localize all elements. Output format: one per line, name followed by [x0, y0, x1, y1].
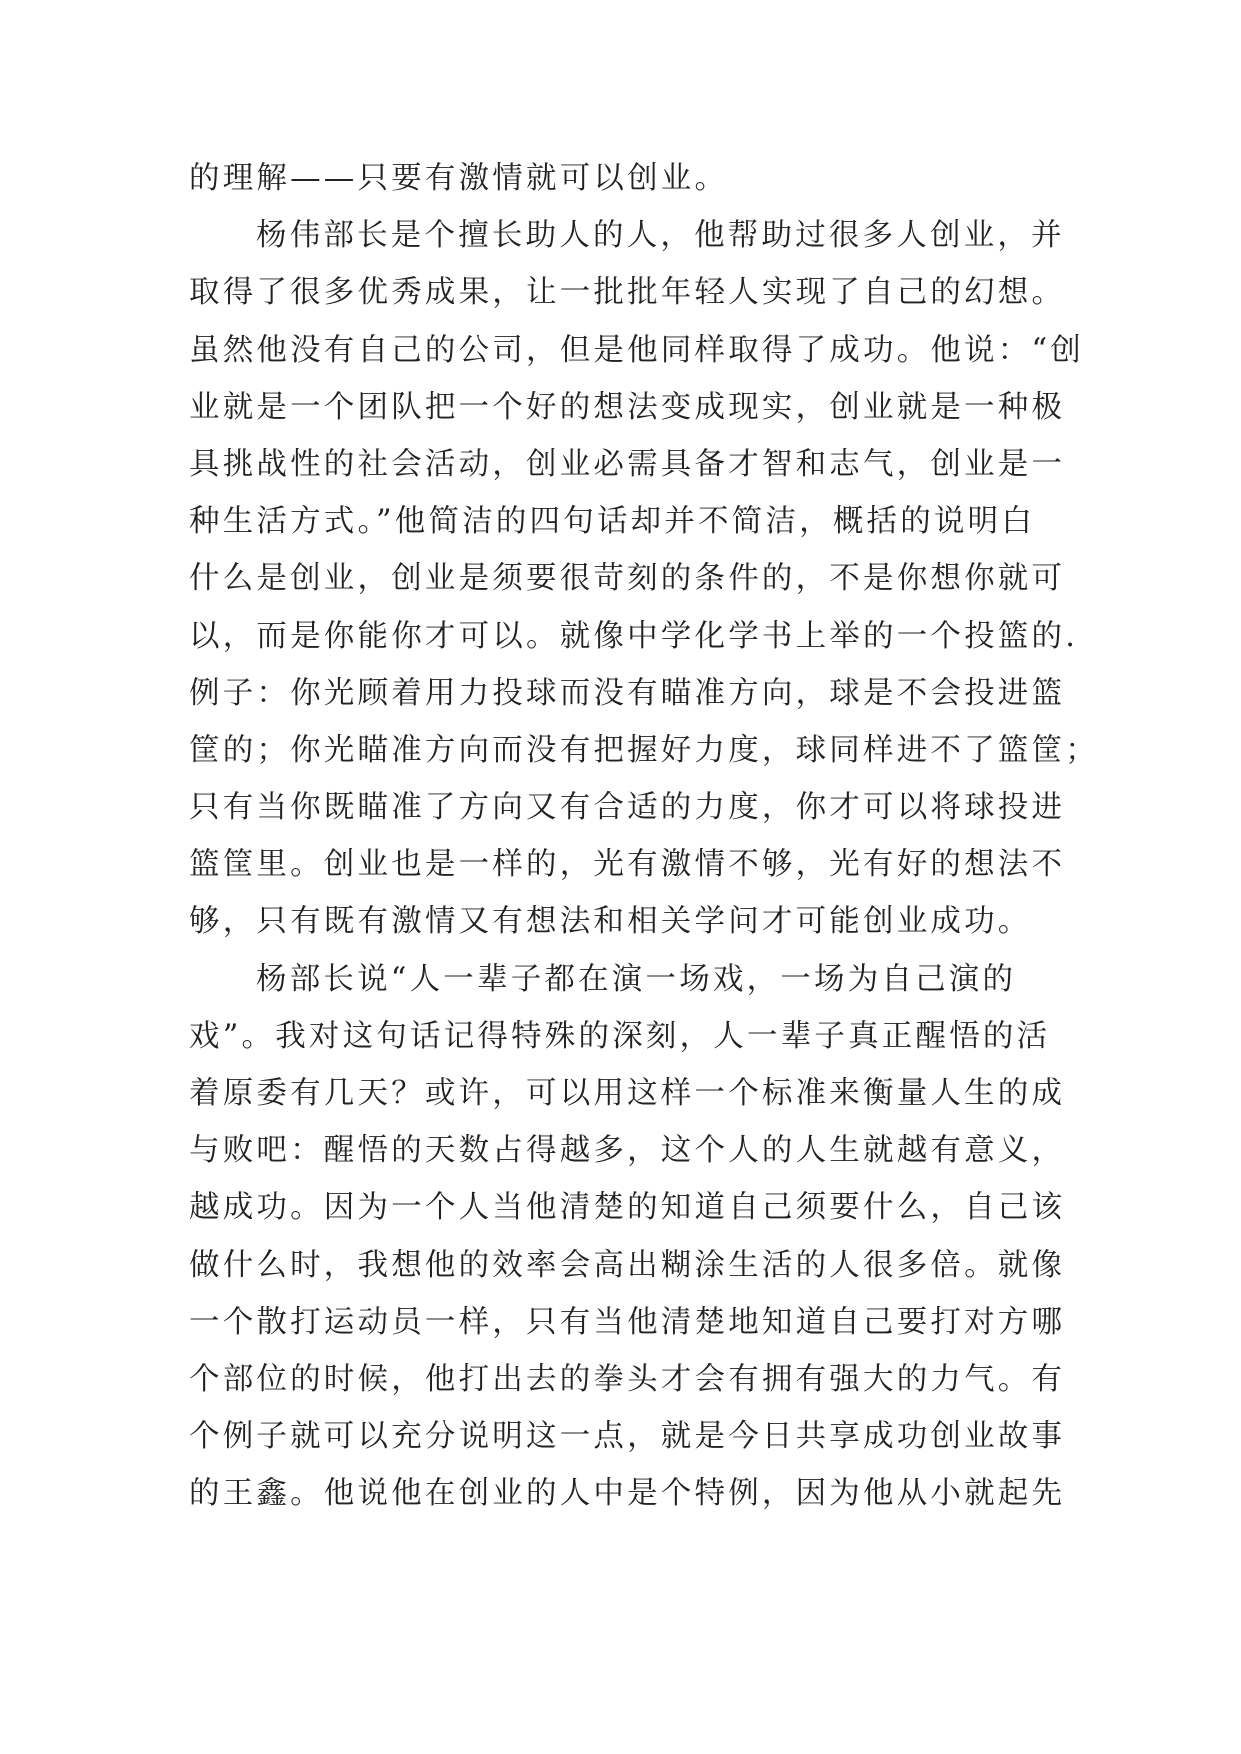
text-line: 以，而是你能你才可以。就像中学化学书上举的一个投篮的.	[189, 618, 1079, 654]
text-line: 够，只有既有激情又有想法和相关学问才可能创业成功。	[189, 904, 1032, 940]
text-line: 个例子就可以充分说明这一点，就是今日共享成功创业故事	[189, 1419, 1066, 1455]
text-line: 筐的；你光瞄准方向而没有把握好力度，球同样进不了篮筐；	[189, 732, 1099, 768]
text-line: 种生活方式。”他简洁的四句话却并不简洁，概括的说明白	[189, 504, 1036, 540]
text-line: 什么是创业，创业是须要很苛刻的条件的，不是你想你就可	[189, 561, 1066, 597]
text-line: 一个散打运动员一样，只有当他清楚地知道自己要打对方哪	[189, 1304, 1066, 1340]
paragraph-first-line: 杨部长说“人一辈子都在演一场戏，一场为自己演的	[256, 961, 1017, 997]
text-line: 虽然他没有自己的公司，但是他同样取得了成功。他说：“创	[189, 332, 1084, 368]
text-line: 例子：你光顾着用力投球而没有瞄准方向，球是不会投进篮	[189, 675, 1066, 711]
text-line: 取得了很多优秀成果，让一批批年轻人实现了自己的幻想。	[189, 275, 1066, 311]
text-line: 篮筐里。创业也是一样的，光有激情不够，光有好的想法不	[189, 847, 1066, 883]
body-text	[189, 150, 1099, 1523]
text-line: 业就是一个团队把一个好的想法变成现实，创业就是一种极	[189, 389, 1066, 425]
text-line: 做什么时，我想他的效率会高出糊涂生活的人很多倍。就像	[189, 1247, 1066, 1283]
text-line: 越成功。因为一个人当他清楚的知道自己须要什么，自己该	[189, 1190, 1066, 1226]
text-line: 个部位的时候，他打出去的拳头才会有拥有强大的力气。有	[189, 1361, 1066, 1397]
text-line: 具挑战性的社会活动，创业必需具备才智和志气，创业是一	[189, 446, 1066, 482]
text-line: 戏”。我对这句话记得特殊的深刻，人一辈子真正醒悟的活	[189, 1018, 1051, 1054]
paragraph-first-line: 杨伟部长是个擅长助人的人，他帮助过很多人创业，并	[256, 218, 1065, 254]
text-line: 的理解——只要有激情就可以创业。	[189, 161, 729, 196]
text-line: 与败吧：醒悟的天数占得越多，这个人的人生就越有意义，	[189, 1133, 1066, 1169]
text-line: 的王鑫。他说他在创业的人中是个特例，因为他从小就起先	[189, 1476, 1066, 1512]
text-line: 只有当你既瞄准了方向又有合适的力度，你才可以将球投进	[189, 790, 1066, 826]
text-line: 着原委有几天？或许，可以用这样一个标准来衡量人生的成	[189, 1076, 1066, 1111]
